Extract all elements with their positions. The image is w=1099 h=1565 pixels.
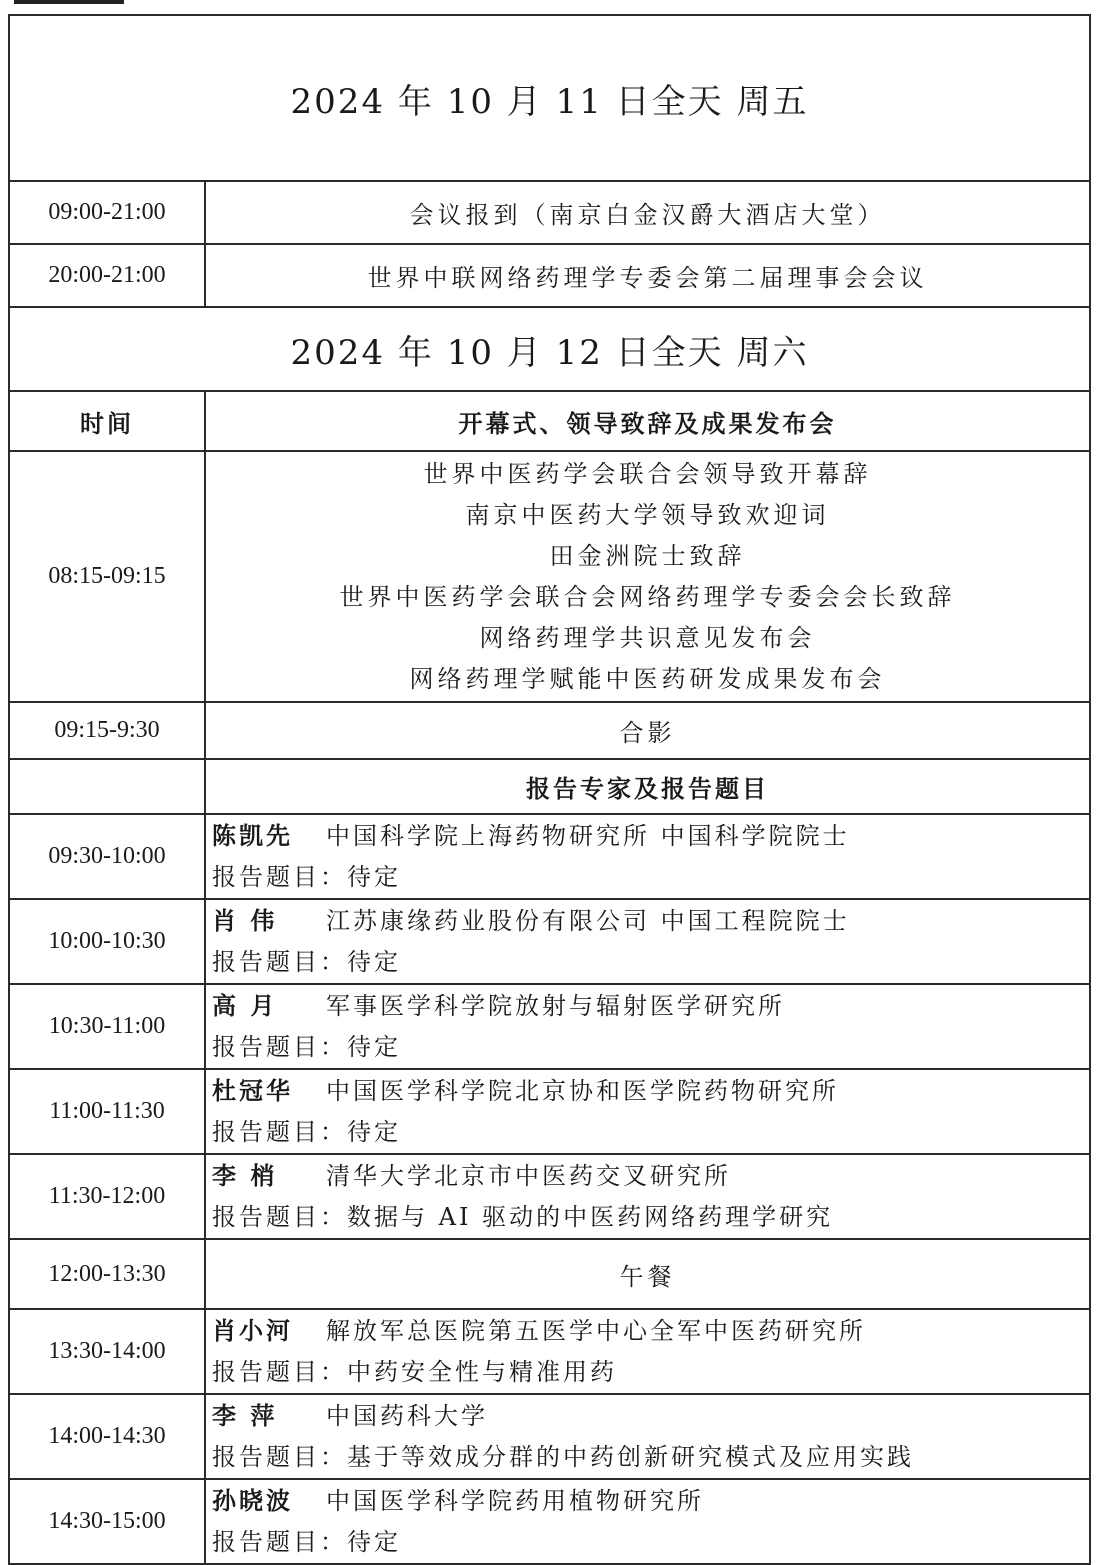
talk-row xyxy=(9,984,1090,1069)
schedule-table xyxy=(8,14,1091,1565)
opening-item: 世界中医药学会联合会领导致开幕辞 xyxy=(423,459,872,488)
talk-topic: 报告题目：待定 xyxy=(212,1033,401,1061)
speaker-name: 孙晓波 xyxy=(212,1486,293,1515)
speaker-affiliation: 江苏康缘药业股份有限公司 中国工程院院士 xyxy=(326,907,850,935)
speaker-name: 杜冠华 xyxy=(212,1076,293,1105)
talk-cell xyxy=(205,984,1090,1069)
talk-row xyxy=(9,1069,1090,1154)
talk-cell xyxy=(205,1479,1090,1564)
talk-topic: 报告题目：中药安全性与精准用药 xyxy=(212,1358,617,1386)
speaker-affiliation: 解放军总医院第五医学中心全军中医药研究所 xyxy=(326,1317,866,1345)
talk-topic: 报告题目：待定 xyxy=(212,863,401,891)
opening-header: 开幕式、领导致辞及成果发布会 xyxy=(205,391,1090,451)
time-header: 时间 xyxy=(9,391,205,451)
talk-row xyxy=(9,899,1090,984)
speaker-name: 李 萍 xyxy=(212,1401,278,1430)
opening-item: 田金洲院士致辞 xyxy=(549,541,746,570)
opening-item: 世界中医药学会联合会网络药理学专委会会长致辞 xyxy=(339,582,956,611)
opening-item: 网络药理学赋能中医药研发成果发布会 xyxy=(409,664,886,693)
page-top-mark xyxy=(14,0,124,4)
time-cell: 11:30-12:00 xyxy=(9,1154,205,1239)
empty-cell xyxy=(9,759,205,814)
speaker-affiliation: 中国科学院上海药物研究所 中国科学院院士 xyxy=(326,822,850,850)
talk-row xyxy=(9,1479,1090,1564)
day1-title: 2024 年 10 月 11 日全天 周五 xyxy=(9,15,1090,181)
event-cell: 合影 xyxy=(205,702,1090,759)
speaker-name: 陈凯先 xyxy=(212,821,293,850)
talk-row xyxy=(9,1309,1090,1394)
talk-cell xyxy=(205,1309,1090,1394)
schedule-row xyxy=(9,244,1090,307)
opening-header-row xyxy=(9,391,1090,451)
time-cell: 10:30-11:00 xyxy=(9,984,205,1069)
talk-cell xyxy=(205,899,1090,984)
speaker-affiliation: 中国医学科学院北京协和医学院药物研究所 xyxy=(326,1077,839,1105)
time-cell: 10:00-10:30 xyxy=(9,899,205,984)
talk-cell xyxy=(205,1069,1090,1154)
speaker-affiliation: 中国药科大学 xyxy=(326,1402,488,1430)
talk-cell xyxy=(205,814,1090,899)
speaker-affiliation: 中国医学科学院药用植物研究所 xyxy=(326,1487,704,1515)
talk-cell xyxy=(205,1154,1090,1239)
speaker-name: 李 梢 xyxy=(212,1161,278,1190)
opening-item: 网络药理学共识意见发布会 xyxy=(479,623,816,652)
photo-row xyxy=(9,702,1090,759)
event-cell: 午餐 xyxy=(205,1239,1090,1309)
talk-topic: 报告题目：数据与 AI 驱动的中医药网络药理学研究 xyxy=(212,1203,834,1231)
talk-topic: 报告题目：基于等效成分群的中药创新研究模式及应用实践 xyxy=(212,1443,914,1471)
time-cell: 09:30-10:00 xyxy=(9,814,205,899)
event-cell: 会议报到（南京白金汉爵大酒店大堂） xyxy=(205,181,1090,244)
talk-row xyxy=(9,1154,1090,1239)
speaker-name: 肖 伟 xyxy=(212,906,278,935)
time-cell: 14:30-15:00 xyxy=(9,1479,205,1564)
schedule-row xyxy=(9,181,1090,244)
talk-cell xyxy=(205,1394,1090,1479)
talk-topic: 报告题目：待定 xyxy=(212,1528,401,1556)
time-cell: 20:00-21:00 xyxy=(9,244,205,307)
speaker-name: 高 月 xyxy=(212,991,278,1020)
talk-topic: 报告题目：待定 xyxy=(212,948,401,976)
time-cell: 09:15-9:30 xyxy=(9,702,205,759)
lunch-row xyxy=(9,1239,1090,1309)
time-cell: 14:00-14:30 xyxy=(9,1394,205,1479)
opening-item: 南京中医药大学领导致欢迎词 xyxy=(465,500,830,529)
talk-row xyxy=(9,1394,1090,1479)
time-cell: 08:15-09:15 xyxy=(9,451,205,702)
speaker-name: 肖小河 xyxy=(212,1316,293,1345)
speaker-affiliation: 清华大学北京市中医药交叉研究所 xyxy=(326,1162,731,1190)
time-cell: 11:00-11:30 xyxy=(9,1069,205,1154)
day2-title-row xyxy=(9,307,1090,391)
talk-topic: 报告题目：待定 xyxy=(212,1118,401,1146)
speaker-affiliation: 军事医学科学院放射与辐射医学研究所 xyxy=(326,992,785,1020)
day1-title-row xyxy=(9,15,1090,181)
day2-title: 2024 年 10 月 12 日全天 周六 xyxy=(9,307,1090,391)
reports-header: 报告专家及报告题目 xyxy=(205,759,1090,814)
event-cell: 世界中联网络药理学专委会第二届理事会会议 xyxy=(205,244,1090,307)
time-cell: 13:30-14:00 xyxy=(9,1309,205,1394)
opening-row xyxy=(9,451,1090,702)
opening-items xyxy=(205,451,1090,702)
reports-header-row xyxy=(9,759,1090,814)
time-cell: 09:00-21:00 xyxy=(9,181,205,244)
talk-row xyxy=(9,814,1090,899)
time-cell: 12:00-13:30 xyxy=(9,1239,205,1309)
